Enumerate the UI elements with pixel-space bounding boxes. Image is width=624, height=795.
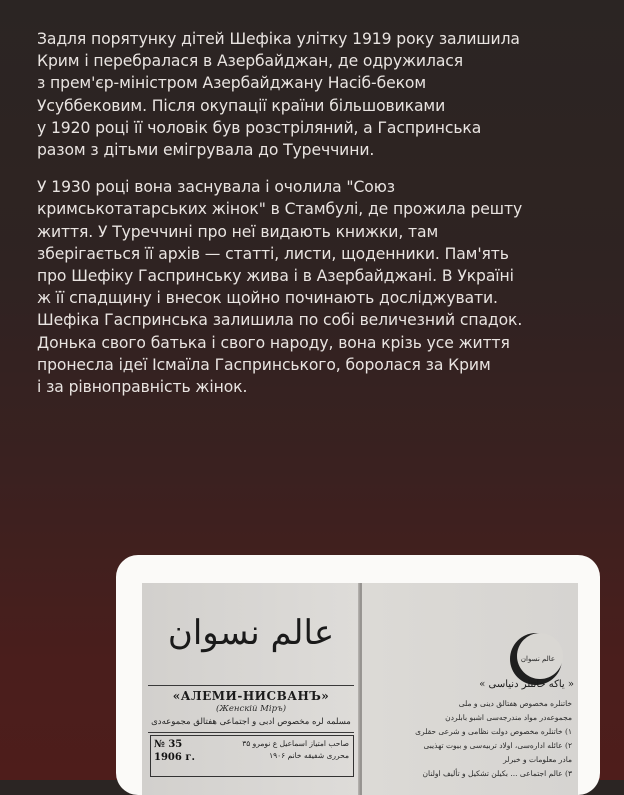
arabic-text-line: ۲) عائله اداره‌سی، اولاد تربیه‌سی و بیوت تهذیبی <box>423 741 572 750</box>
text-line: кримськотатарських жінок" в Стамбулі, де прожила решту <box>37 200 523 219</box>
newspaper-cyrillic-subtitle: (Женскій Міръ) <box>215 704 287 714</box>
text-line: життя. У Туреччині про неї видають книжки, там <box>37 222 439 241</box>
text-line: у 1920 році її чоловік був розстріляний, а Гаспринська <box>37 118 482 137</box>
arabic-text-line: ۳) عالم اجتماعی ... بکیلن تشکیل و تألیف اولنان <box>422 769 572 778</box>
newspaper-left-page <box>142 583 360 795</box>
newspaper-info-box <box>150 735 354 777</box>
text-line: з прем'єр-міністром Азербайджану Насіб-беком <box>37 74 426 93</box>
text-line: ж її спадщину і внесок щойно починають досліджувати. <box>37 289 498 308</box>
text-line: Донька свого батька і свого народу, вона крізь усе життя <box>37 333 510 352</box>
newspaper-scan-image <box>142 583 578 795</box>
issue-number-line: № 35 <box>154 739 183 750</box>
arabic-info-line: محرری شفیقه خانم ۱۹۰۶ <box>269 751 349 760</box>
divider <box>148 732 354 733</box>
text-line: Задля порятунку дітей Шефіка улітку 1919 року залишила <box>37 30 520 48</box>
text-line: У 1930 році вона заснувала і очолила "Союз <box>37 178 395 197</box>
newspaper-cyrillic-title: «АЛЕМИ-НИСВАНЪ» <box>172 689 330 703</box>
article-text <box>37 28 597 398</box>
text-line: Шефіка Гаспринська залишила по собі величезний спадок. <box>37 311 523 330</box>
newspaper-arabic-title: عالم نسوان <box>167 613 335 653</box>
right-page-text <box>372 697 572 781</box>
text-line: разом з дітьми емігрувала до Туреччини. <box>37 141 375 160</box>
issue-year-line: 1906 г. <box>154 752 195 763</box>
divider <box>148 685 354 686</box>
issue-number <box>154 738 195 764</box>
newspaper-arabic-info <box>203 738 349 762</box>
right-page-heading: « یاکه خاتنلر دنیاسی » <box>479 679 574 690</box>
arabic-text-line: مجموعه‌در مواد مندرجه‌سی اشبو بابلردن <box>445 713 572 722</box>
text-line: Крим і перебралася в Азербайджан, де одружилася <box>37 52 464 71</box>
arabic-text-line: خاتنلره مخصوص هفتالق دینی و ملی <box>458 699 572 708</box>
arabic-text-line: مادر معلومات و خبرلر <box>503 755 572 764</box>
paragraph-2 <box>37 176 597 398</box>
paragraph-1 <box>37 28 597 161</box>
text-line: зберігається її архів — статті, листи, щоденники. Пам'ять <box>37 244 509 263</box>
text-line: і за рівноправність жінок. <box>37 378 248 397</box>
emblem-arabic-label: عالم نسوان <box>520 655 556 663</box>
newspaper-arabic-subtitle: مسلمه لره مخصوص ادبی و اجتماعی هفتالق مجموعه‌دی <box>151 717 351 727</box>
arabic-text-line: ۱) خاتنلره مخصوص دولت نظامی و شرعی حقلری <box>415 727 572 736</box>
text-line: про Шефіку Гаспринську жива і в Азербайджані. В Україні <box>37 267 514 286</box>
newspaper-right-page <box>362 583 578 795</box>
newspaper-photo-card <box>116 555 600 795</box>
text-line: пронесла ідеї Ісмаїла Гаспринського, боролася за Крим <box>37 355 491 374</box>
text-line: Усуббековим. Після окупації країни більшовиками <box>37 96 446 115</box>
arabic-info-line: صاحب امتیاز اسماعیل ع نومرو ۳۵ <box>242 739 349 748</box>
